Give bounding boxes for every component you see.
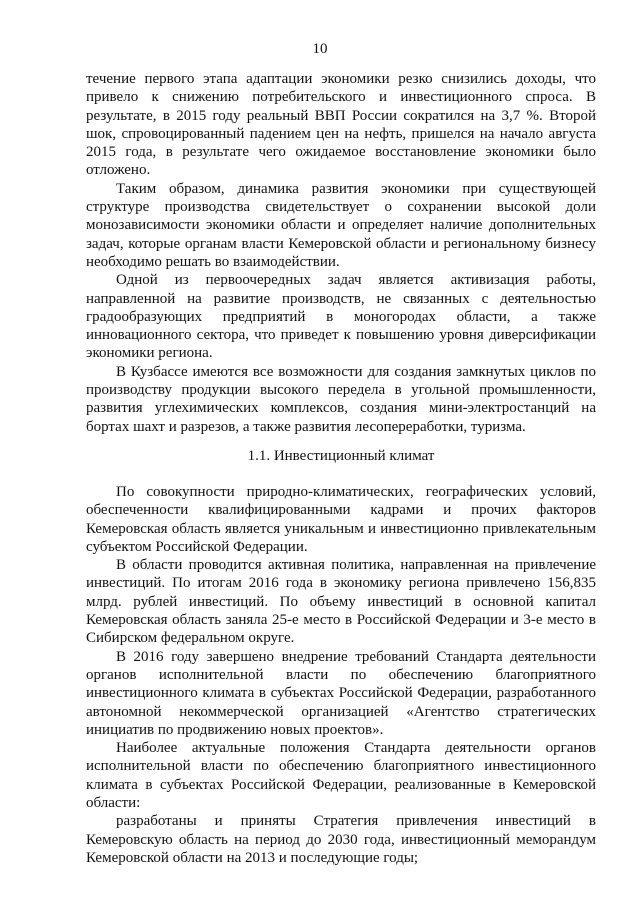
paragraph: По совокупности природно-климатических, географических условий, обеспеченности квалифицированными кадрами и прочих факторов Кемеровская область является уникальным и инвестиционно привлекательным субъектом Российской Федерации.	[86, 483, 596, 555]
paragraph: Таким образом, динамика развития экономики при существующей структуре производства свидетельствует о сохранении высокой доли монозависимости экономики области и определяет наличие дополнительных задач, которые органам власти Кемеровской области и региональному бизнесу необходимо решать во взаимодействии.	[86, 180, 596, 270]
list-item-paragraph: разработаны и приняты Стратегия привлечения инвестиций в Кемеровскую область на период до 2030 года, инвестиционный меморандум Кемеровской области на 2013 и последующие годы;	[86, 813, 596, 866]
page-body	[86, 70, 596, 867]
paragraph: В области проводится активная политика, направленная на привлечение инвестиций. По итогам 2016 года в экономику региона привлечено 156,835 млрд. рублей инвестиций. По объему инвестиций в основной капитал Кемеровская область заняла 25-е место в Российской Федерации и 3-е место в Сибирском федеральном округе.	[86, 557, 596, 647]
paragraph: Одной из первоочередных задач является активизация работы, направленной на развитие производств, не связанных с деятельностью градообразующих предприятий в моногородах области, а также инновационного сектора, что приведет к повышению уровня диверсификации экономики региона.	[86, 272, 596, 362]
paragraph: В 2016 году завершено внедрение требований Стандарта деятельности органов исполнительной власти по обеспечению благоприятного инвестиционного климата в субъектах Российской Федерации, разработанного автономной некоммерческой организацией «Агентство стратегических инициатив по продвижению новых проектов».	[86, 648, 596, 738]
paragraph: В Кузбассе имеются все возможности для создания замкнутых циклов по производству продукции высокого передела в угольной промышленности, развития углехимических комплексов, создания мини-электростанций на бортах шахт и разрезов, а также развития лесопереработки, туризма.	[86, 363, 596, 435]
paragraph-continuation: течение первого этапа адаптации экономики резко снизились доходы, что привело к снижению потребительского и инвестиционного спроса. В результате, в 2015 году реальный ВВП России сократился на 3,7 %. Второй шок, спровоцированный падением цен на нефть, пришелся на начало августа 2015 года, в результате чего ожидаемое восстановление экономики было отложено.	[86, 71, 596, 179]
section-heading: 1.1. Инвестиционный климат	[247, 447, 435, 464]
paragraph: Наиболее актуальные положения Стандарта деятельности органов исполнительной власти по обеспечению благоприятного инвестиционного климата в субъектах Российской Федерации, реализованные в Кемеровской области:	[86, 740, 596, 811]
page-number: 10	[312, 41, 328, 57]
